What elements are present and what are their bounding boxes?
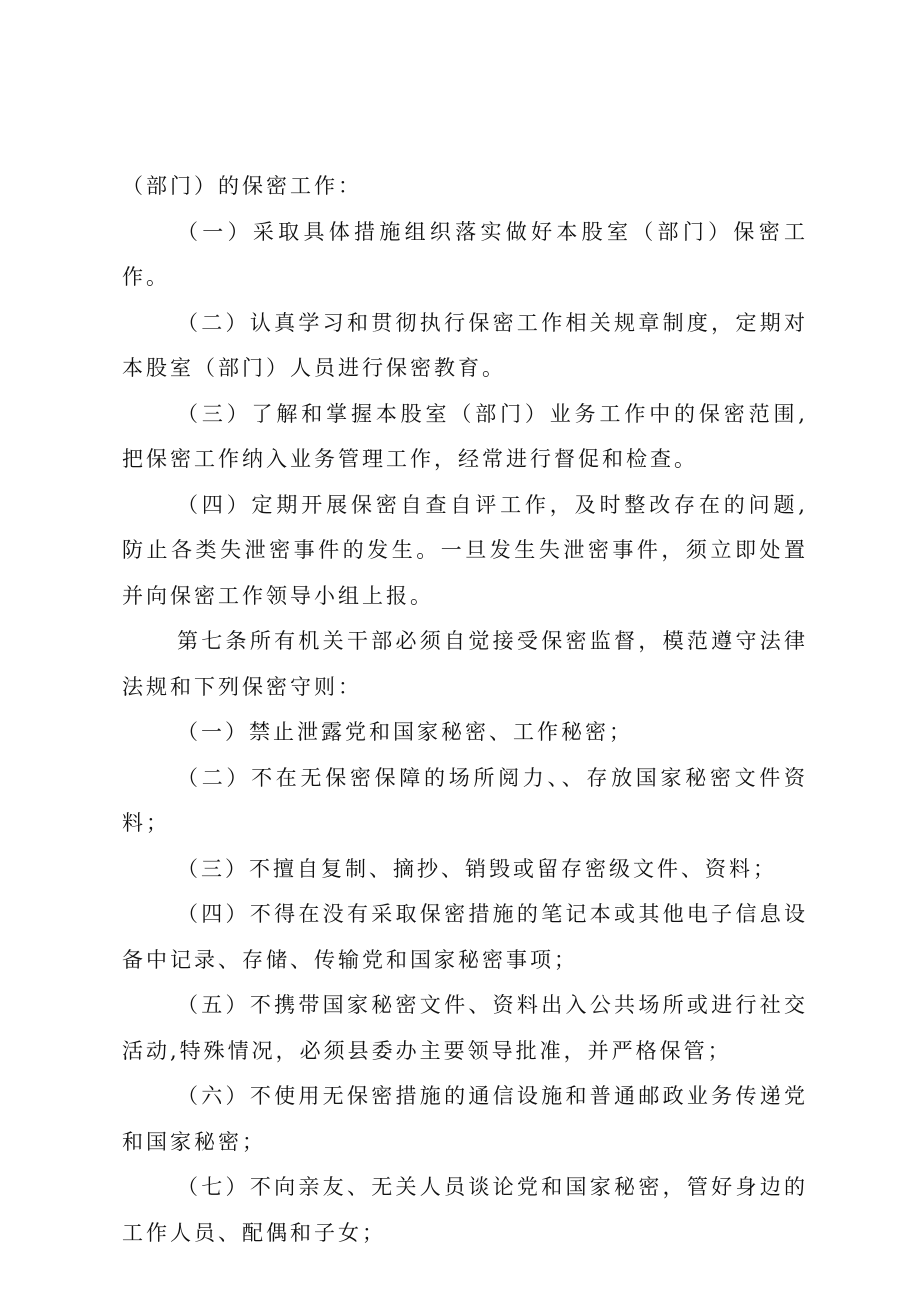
paragraph-rule-7: （七）不向亲友、无关人员谈论党和国家秘密，管好身边的工作人员、配偶和子女； (122, 1175, 808, 1245)
paragraph-item-3: （三）了解和掌握本股室（部门）业务工作中的保密范围,把保密工作纳入业务管理工作，经常进行督促和检查。 (122, 401, 808, 471)
paragraph-rule-5: （五）不携带国家秘密文件、资料出入公共场所或进行社交活动,特殊情况，必须县委办主要领导批准，并严格保管； (122, 993, 808, 1063)
paragraph-item-2: （二）认真学习和贯彻执行保密工作相关规章制度，定期对本股室（部门）人员进行保密教育。 (122, 310, 808, 380)
document-body (122, 164, 808, 1256)
paragraph-rule-2: （二）不在无保密保障的场所阅力、、存放国家秘密文件资料； (122, 765, 808, 835)
paragraph-rule-4: （四）不得在没有采取保密措施的笔记本或其他电子信息设备中记录、存储、传输党和国家秘密事项； (122, 902, 808, 972)
paragraph-item-4: （四）定期开展保密自查自评工作，及时整改存在的问题,防止各类失泄密事件的发生。一旦发生失泄密事件，须立即处置并向保密工作领导小组上报。 (122, 492, 808, 608)
paragraph-rule-1: （一）禁止泄露党和国家秘密、工作秘密； (177, 720, 633, 744)
paragraph-item-1: （一）采取具体措施组织落实做好本股室（部门）保密工作。 (122, 219, 808, 289)
paragraph-article-7: 第七条所有机关干部必须自觉接受保密监督，模范遵守法律法规和下列保密守则： (122, 629, 808, 699)
paragraph-continuation: （部门）的保密工作： (122, 174, 362, 198)
paragraph-rule-6: （六）不使用无保密措施的通信设施和普通邮政业务传递党和国家秘密； (122, 1084, 808, 1154)
paragraph-rule-3: （三）不擅自复制、摘抄、销毁或留存密级文件、资料； (177, 856, 777, 881)
